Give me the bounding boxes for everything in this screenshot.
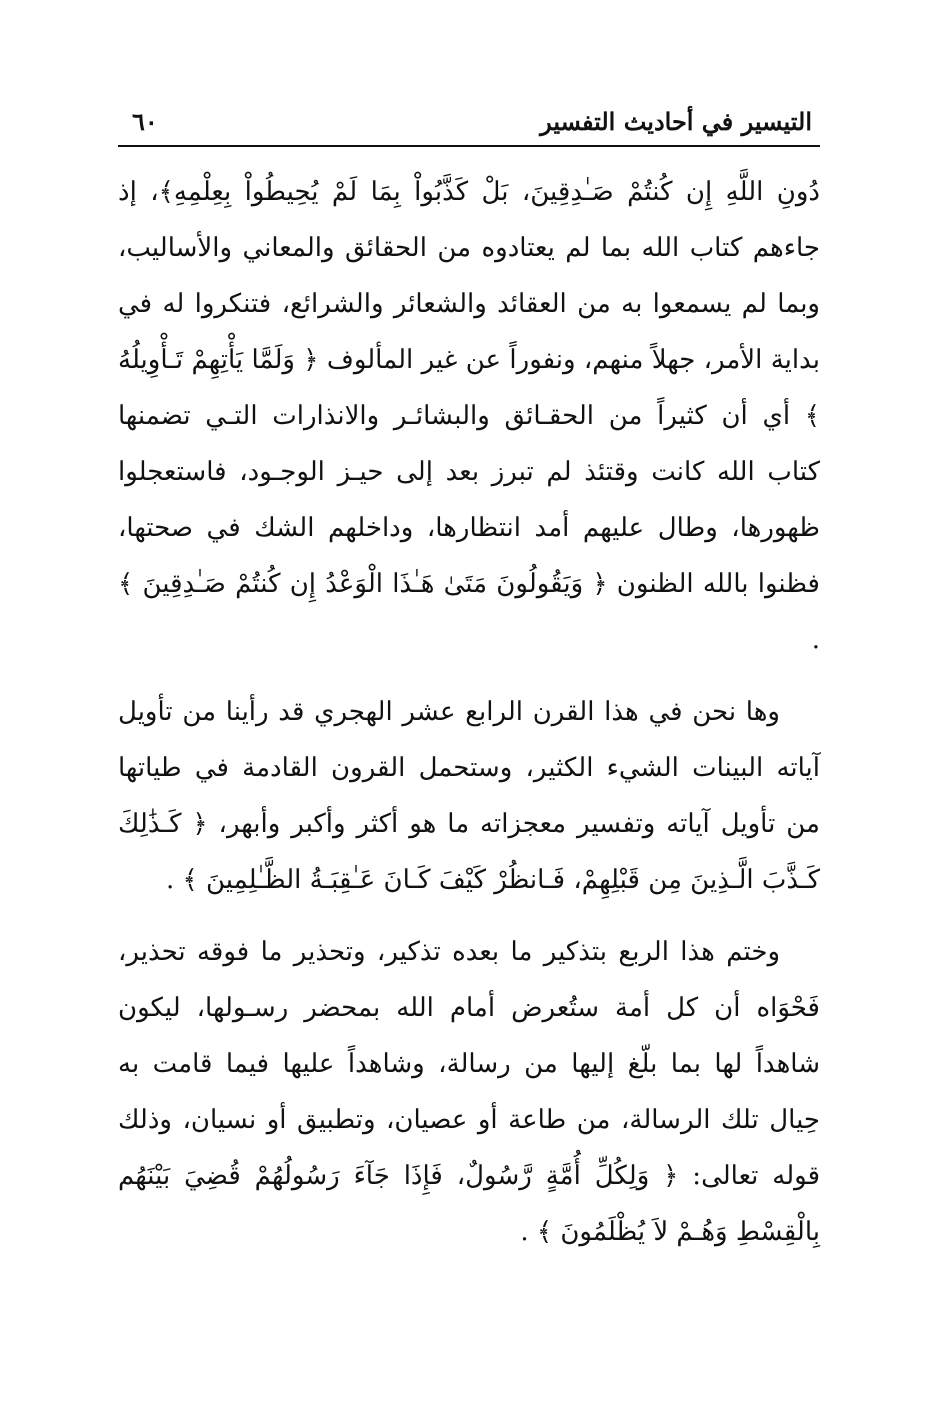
body-text (118, 164, 820, 1260)
paragraph-3: وختم هذا الربع بتذكير ما بعده تذكير، وتحذير ما فوقه تحذير، فَحْوَاه أن كل أمة ستُعرض أمام الله بمحضر رسـولها، ليكون شاهداً لها بما بلّغ إليها من رسالة، وشاهداً عليها فيما قامت به حِيال تلك الرسالة، من طاعة أو عصيان، وتطبيق أو نسيان، وذلك قوله تعالى: ﴿ وَلِكُلِّ أُمَّةٍ رَّسُولٌ، فَإِذَا جَآءَ رَسُولُهُمْ قُضِيَ بَيْنَهُم بِالْقِسْطِ وَهُـمْ لاَ يُظْلَمُونَ ﴾ . (118, 937, 820, 1247)
running-header-title: التيسير في أحاديث التفسير (540, 107, 812, 136)
page-number: ٦٠ (132, 107, 158, 136)
running-header (118, 103, 820, 143)
paragraph-2: وها نحن في هذا القرن الرابع عشر الهجري قد رأينا من تأويل آياته البينات الشيء الكثير، وستحمل القرون القادمة في طياتها من تأويل آياته وتفسير معجزاته ما هو أكثر وأكبر وأبهر، ﴿ كَـذَٰلِكَ كَـذَّبَ الَّـذِينَ مِن قَبْلِهِمْ، فَـانظُرْ كَيْفَ كَـانَ عَـٰقِبَـةُ الظَّـٰلِمِينَ ﴾ . (118, 697, 820, 895)
paragraph-1: دُونِ اللَّهِ إِن كُنتُمْ صَـٰدِقِينَ، بَلْ كَذَّبُواْ بِمَا لَمْ يُحِيطُواْ بِعِلْمِهِ﴾، إذ جاءهم كتاب الله بما لم يعتادوه من الحقائق والمعاني والأساليب، وبما لم يسمعوا به من العقائد والشعائر والشرائع، فتنكروا له في بداية الأمر، جهلاً منهم، ونفوراً عن غير المألوف ﴿ وَلَمَّا يَأْتِهِمْ تَـأْوِيلُهُ ﴾ أي أن كثيراً من الحقـائق والبشائـر والانذارات التـي تضمنها كتاب الله كانت وقتئذ لم تبرز بعد إلى حيـز الوجـود، فاستعجلوا ظهورها، وطال عليهم أمد انتظارها، وداخلهم الشك في صحتها، فظنوا بالله الظنون ﴿ وَيَقُولُونَ مَتَىٰ هَـٰذَا الْوَعْدُ إِن كُنتُمْ صَـٰدِقِينَ ﴾ . (118, 177, 820, 655)
header-divider (118, 145, 820, 147)
